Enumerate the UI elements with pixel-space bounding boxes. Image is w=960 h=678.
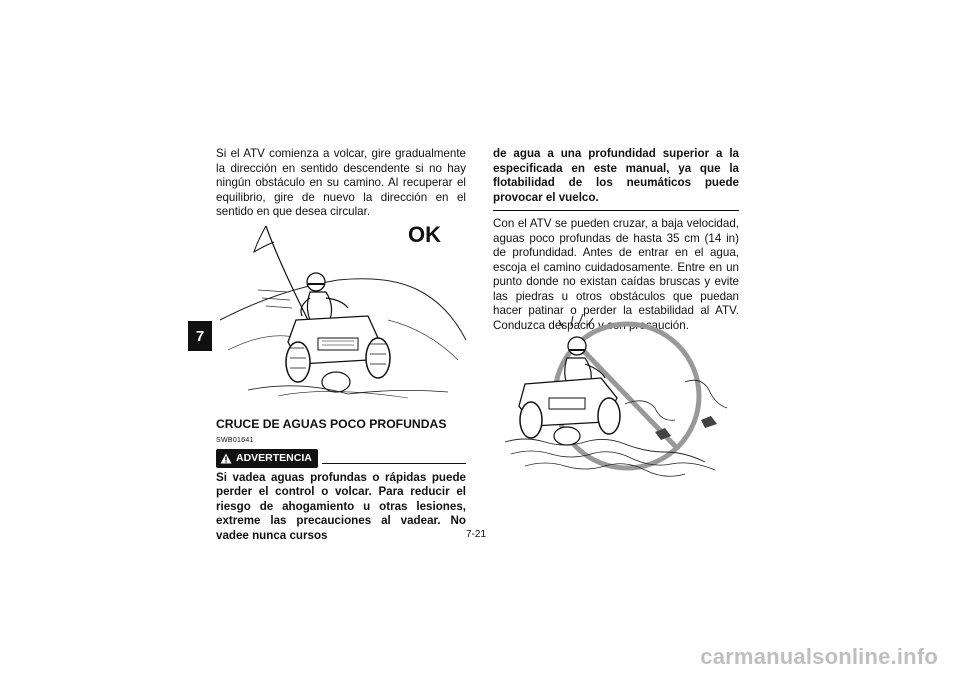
left-column — [216, 147, 466, 220]
watermark: carmanualsonline.info — [700, 644, 938, 669]
warning-label: ADVERTENCIA — [236, 452, 312, 464]
warning-triangle-icon — [220, 453, 232, 464]
section-heading: CRUCE DE AGUAS POCO PROFUNDAS — [216, 417, 447, 431]
warning-text-part2: de agua a una profundidad superior a la especificada en este manual, ya que la flotabilidad de los neumáticos puede provocar el vuelco. — [493, 147, 739, 204]
left-column-lower — [216, 417, 466, 543]
warning-rule — [322, 453, 466, 464]
page-number: 7-21 — [466, 529, 487, 540]
chapter-tab: 7 — [188, 321, 212, 351]
warning-header — [216, 449, 466, 468]
ok-label: OK — [408, 222, 441, 247]
atv-prohibited-illustration — [505, 312, 735, 477]
atv-ok-illustration — [218, 220, 468, 400]
body-paragraph: Con el ATV se pueden cruzar, a baja velocidad, aguas poco profundas de hasta 35 cm (14 in) de profundidad. Antes de entrar en el agua, escoja el camino cuidadosamente. Entre en un punto donde no existan caídas bruscas y evite las piedras u otros obstáculos que puedan hacer patinar o perder la estabilidad al ATV. Conduzca despacio y con precaución. — [493, 217, 739, 332]
warning-code: SWB01641 — [216, 436, 254, 444]
warning-text-part1: Si vadea aguas profundas o rápidas puede perder el control o volcar. Para reducir el riesgo de ahogamiento u otras lesiones, extreme las precauciones al vadear. No vadee nunca cursos — [216, 470, 466, 542]
right-column — [493, 147, 739, 333]
intro-paragraph: Si el ATV comienza a volcar, gire gradualmente la dirección en sentido descendente si no hay ningún obstáculo en su camino. Al recuperar el equilibrio, gire de nuevo la dirección en el sentido en que desea circular. — [216, 147, 466, 218]
warning-badge — [216, 449, 318, 468]
warning-end-rule — [493, 210, 739, 211]
